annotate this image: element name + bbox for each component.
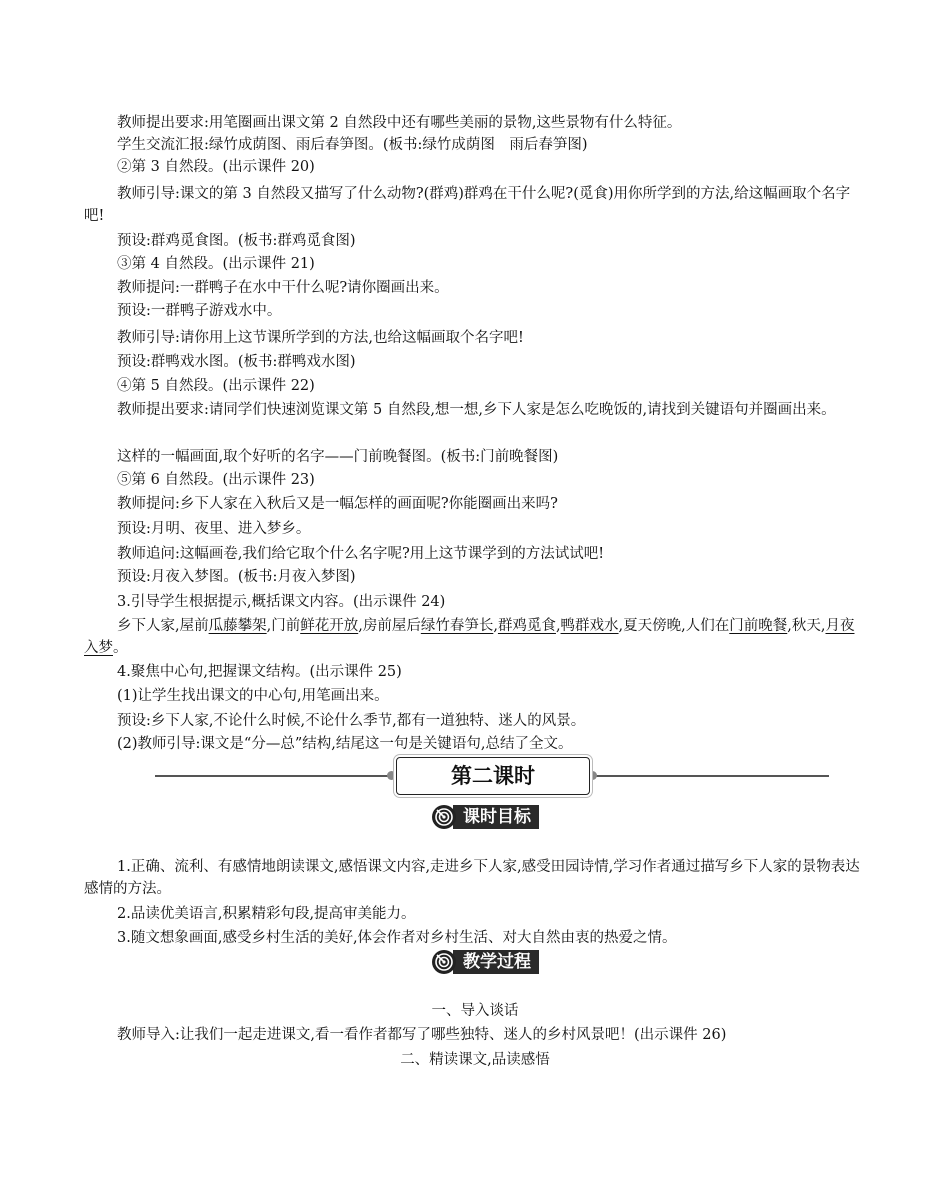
paragraph: 这样的一幅画面,取个好听的名字——门前晚餐图。(板书:门前晚餐图) (117, 449, 559, 465)
paragraph: 学生交流汇报:绿竹成荫图、雨后春笋图。(板书:绿竹成荫图 雨后春笋图) (117, 137, 588, 153)
paragraph: 教师引导:请你用上这节课所学到的方法,也给这幅画取个名字吧! (117, 330, 524, 346)
summary-keyword: 门前晚餐 (729, 618, 788, 634)
target-icon (432, 950, 456, 974)
paragraph: 教师提问:乡下人家在入秋后又是一幅怎样的画面呢?你能圈画出来吗? (117, 496, 558, 512)
paragraph: 预设:一群鸭子游戏水中。 (117, 303, 282, 319)
paragraph: 教师引导:课文的第 3 自然段又描写了什么动物?(群鸡)群鸡在干什么呢?(觅食)用你所学到的方法,给这幅画取个名字吧! (84, 186, 851, 224)
paragraph: 3.引导学生根据提示,概括课文内容。(出示课件 24) (117, 594, 446, 610)
banner-rule-left (155, 775, 395, 777)
summary-text: , (493, 618, 498, 634)
paragraph: 教师追问:这幅画卷,我们给它取个什么名字呢?用上这节课学到的方法试试吧! (117, 546, 605, 562)
paragraph: ④第 5 自然段。(出示课件 22) (117, 378, 315, 394)
paragraph: ⑤第 6 自然段。(出示课件 23) (117, 472, 315, 488)
lesson-banner (155, 756, 829, 796)
summary-keyword: 群鸡觅食 (497, 618, 556, 634)
summary-text: , (555, 618, 561, 634)
section-tag-process (432, 948, 539, 976)
summary-keyword: 瓜藤攀架 (208, 618, 267, 634)
summary-paragraph (84, 616, 866, 659)
paragraph: 预设:月夜入梦图。(板书:月夜入梦图) (117, 569, 356, 585)
paragraph: 教师提出要求:请同学们快速浏览课文第 5 自然段,想一想,乡下人家是怎么吃晚饭的,请找到关键语句并圈画出来。 (117, 402, 836, 418)
section-tag-label: 教学过程 (453, 950, 539, 974)
summary-keyword: 鲜花开放 (300, 618, 359, 634)
goal-item: 2.品读优美语言,积累精彩句段,提高审美能力。 (117, 906, 416, 922)
banner-rule-right (589, 775, 829, 777)
summary-keyword: 绿竹春笋长 (420, 618, 494, 634)
section-heading: 二、精读课文,品读感悟 (400, 1052, 550, 1068)
paragraph: 教师提问:一群鸭子在水中干什么呢?请你圈画出来。 (117, 280, 449, 296)
paragraph: 预设:群鸭戏水图。(板书:群鸭戏水图) (117, 354, 356, 370)
summary-text: ,秋天, (787, 618, 826, 634)
summary-text: 。 (113, 639, 128, 656)
paragraph: 教师提出要求:用笔圈画出课文第 2 自然段中还有哪些美丽的景物,这些景物有什么特征。 (117, 115, 682, 131)
summary-keyword: 鸭群戏水 (560, 618, 619, 634)
paragraph: ②第 3 自然段。(出示课件 20) (117, 159, 315, 175)
paragraph: 教师导入:让我们一起走进课文,看一看作者都写了哪些独特、迷人的乡村风景吧！(出示课件 26) (117, 1027, 727, 1043)
goal-item: 3.随文想象画面,感受乡村生活的美好,体会作者对乡村生活、对大自然由衷的热爱之情。 (117, 930, 677, 946)
summary-text: ,门前 (266, 618, 301, 634)
paragraph: (1)让学生找出课文的中心句,用笔画出来。 (117, 688, 389, 704)
banner-title: 第二课时 (396, 757, 590, 795)
banner-dot-left (387, 771, 396, 780)
section-heading: 一、导入谈话 (431, 1003, 519, 1019)
paragraph: 预设:月明、夜里、进入梦乡。 (117, 521, 311, 537)
section-tag-goals (432, 803, 539, 831)
paragraph: 预设:群鸡觅食图。(板书:群鸡觅食图) (117, 233, 356, 249)
summary-text: 乡下人家,屋前 (117, 618, 209, 634)
paragraph: 4.聚焦中心句,把握课文结构。(出示课件 25) (117, 664, 402, 680)
section-tag-label: 课时目标 (453, 805, 539, 829)
summary-text: ,房前屋后 (358, 618, 421, 634)
paragraph: ③第 4 自然段。(出示课件 21) (117, 256, 315, 272)
summary-keyword: 月夜入梦 (84, 618, 855, 656)
target-icon (432, 805, 456, 829)
goal-item: 1.正确、流利、有感情地朗读课文,感悟课文内容,走进乡下人家,感受田园诗情,学习作者通过描写乡下人家的景物表达感情的方法。 (84, 859, 860, 897)
summary-text: ,夏天傍晚,人们在 (618, 618, 730, 634)
paragraph: 预设:乡下人家,不论什么时候,不论什么季节,都有一道独特、迷人的风景。 (117, 713, 586, 729)
paragraph: (2)教师引导:课文是“分—总”结构,结尾这一句是关键语句,总结了全文。 (117, 736, 573, 752)
